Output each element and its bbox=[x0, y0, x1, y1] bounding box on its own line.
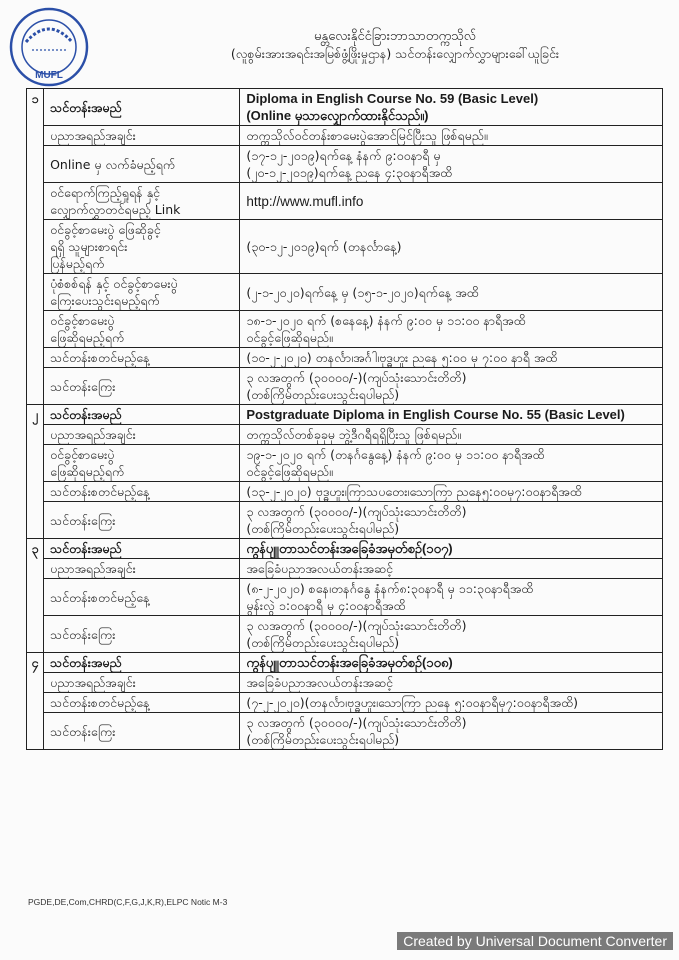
field-value bbox=[240, 616, 663, 653]
course-detail-row bbox=[27, 425, 663, 445]
svg-text:MUFL: MUFL bbox=[35, 70, 63, 81]
field-value bbox=[240, 502, 663, 539]
field-value-line: (၁၀-၂-၂၀၂၀) တနင်္လာ၊အင်္ဂါ၊ဗုဒ္ဓဟူး ညနေ ၅:၀၀ မှ ၇:၀၀ နာရီ အထိ bbox=[246, 350, 558, 365]
field-label-line: Online မှ လက်ခံမည့်ရက် bbox=[50, 156, 176, 172]
field-label-line: သင်တန်းကြေး bbox=[50, 723, 116, 739]
field-label-line: သင်တန်းစတင်မည့်နေ့ bbox=[50, 589, 150, 605]
field-label-line: ဝင်ခွင့်စာမေးပွဲ bbox=[50, 313, 115, 328]
field-label bbox=[44, 89, 240, 126]
field-label-line: ဖြေဆိုရမည့်ရက် bbox=[50, 330, 125, 345]
field-label bbox=[44, 653, 240, 673]
field-value-line: အခြေခံပညာအလယ်တန်းအဆင့် bbox=[246, 561, 393, 576]
field-label bbox=[44, 348, 240, 368]
course-detail-row bbox=[27, 146, 663, 183]
field-label-line: ရရှိ သူများစာရင်း bbox=[50, 239, 128, 254]
field-value bbox=[240, 89, 663, 126]
field-value-line: Diploma in English Course No. 59 (Basic Level) bbox=[246, 91, 539, 106]
field-value-line: (တစ်ကြိမ်တည်းပေးသွင်းရပါမည်) bbox=[246, 387, 400, 402]
field-value bbox=[240, 482, 663, 502]
field-value-line: တက္ကသိုလ်ဝင်တန်းစာမေးပွဲအောင်မြင်ပြီးသူ ဖြစ်ရမည်။ bbox=[246, 128, 488, 143]
course-detail-row bbox=[27, 693, 663, 713]
field-value bbox=[240, 579, 663, 616]
field-value bbox=[240, 539, 663, 559]
field-label-line: သင်တန်းအမည် bbox=[50, 407, 122, 422]
field-value bbox=[240, 220, 663, 274]
field-label-line: ကြေးပေးသွင်းရမည့်ရက် bbox=[50, 293, 160, 308]
field-label-line: သင်တန်းစတင်မည့်နေ့ bbox=[50, 695, 150, 710]
field-value-line: အခြေခံပညာအလယ်တန်းအဆင့် bbox=[246, 675, 393, 690]
course-detail-row bbox=[27, 183, 663, 220]
field-value-line: (တစ်ကြိမ်တည်းပေးသွင်းရပါမည်) bbox=[246, 521, 400, 536]
field-value-line[interactable]: http://www.mufl.info bbox=[246, 193, 364, 209]
field-value bbox=[240, 146, 663, 183]
field-value bbox=[240, 274, 663, 311]
course-detail-row bbox=[27, 502, 663, 539]
field-value bbox=[240, 673, 663, 693]
notice-header bbox=[130, 28, 660, 62]
field-label-line: သင်တန်းကြေး bbox=[50, 626, 116, 642]
field-value bbox=[240, 559, 663, 579]
field-label-line: သင်တန်းစတင်မည့်နေ့ bbox=[50, 350, 150, 365]
field-label bbox=[44, 126, 240, 146]
field-value-line: ၃ လအတွက် (၃၀၀၀၀/-)(ကျပ်သုံးသောင်းတိတိ) bbox=[246, 618, 467, 633]
field-label bbox=[44, 693, 240, 713]
field-label-line: ပညာအရည်အချင်း bbox=[50, 128, 136, 143]
field-value bbox=[240, 126, 663, 146]
course-notice-table bbox=[26, 88, 663, 750]
field-label-line: ပုံစံစစ်ရန် နှင့် ဝင်ခွင့်စာမေးပွဲ bbox=[50, 276, 178, 291]
field-label bbox=[44, 425, 240, 445]
field-label-line: ပြန်မည့်ရက် bbox=[50, 256, 105, 271]
field-label bbox=[44, 559, 240, 579]
field-value-line: ၃ လအတွက် (၃၀၀၀၀/-)(ကျပ်သုံးသောင်းတိတိ) bbox=[246, 370, 467, 385]
field-value bbox=[240, 311, 663, 348]
field-label-line: ဝင်ခွင့်စာမေးပွဲ ဖြေဆိုခွင့် bbox=[50, 222, 161, 237]
field-label bbox=[44, 502, 240, 539]
course-detail-row bbox=[27, 579, 663, 616]
field-value-line: ကွန်ပျူတာသင်တန်းအခြေခံအမှတ်စဉ်(၁၀၇) bbox=[246, 541, 453, 556]
field-value-line: ၃ လအတွက် (၃၀၀၀၀/-)(ကျပ်သုံးသောင်းတိတိ) bbox=[246, 715, 467, 730]
field-label-line: ဝင်ရောက်ကြည့်ရှုရန် နှင့် bbox=[50, 185, 160, 200]
field-label bbox=[44, 405, 240, 425]
field-label bbox=[44, 445, 240, 482]
field-label bbox=[44, 146, 240, 183]
converter-watermark: Created by Universal Document Converter bbox=[397, 932, 673, 950]
field-label-line: သင်တန်းအမည် bbox=[50, 541, 122, 556]
field-value-line: (၇-၂-၂၀၂၀)(တနင်္လာ၊ဗုဒ္ဓဟူး၊သောကြာ ညနေ ၅:၀၀နာရီမှ၇:၀၀နာရီအထိ) bbox=[246, 695, 579, 710]
course-detail-row bbox=[27, 220, 663, 274]
field-value-line: (တစ်ကြိမ်တည်းပေးသွင်းရပါမည်) bbox=[246, 732, 400, 747]
field-value bbox=[240, 713, 663, 750]
field-value-line: ၃ လအတွက် (၃၀၀၀၀/-)(ကျပ်သုံးသောင်းတိတိ) bbox=[246, 504, 467, 519]
section-number: ၁ bbox=[27, 89, 44, 405]
course-detail-row bbox=[27, 311, 663, 348]
field-label bbox=[44, 713, 240, 750]
field-label-line: သင်တန်းအမည် bbox=[50, 655, 122, 670]
field-value-line: တက္ကသိုလ်တစ်ခုခုမှ ဘွဲ့ဒီဂရီရရှိပြီးသူ ဖြစ်ရမည်။ bbox=[246, 427, 462, 442]
field-value-line: ကွန်ပျူတာသင်တန်းအခြေခံအမှတ်စဉ်(၁၀၈) bbox=[246, 655, 453, 670]
field-label bbox=[44, 311, 240, 348]
course-title-row bbox=[27, 89, 663, 126]
field-label-line: ပညာအရည်အချင်း bbox=[50, 675, 136, 690]
field-value-line: မွန်းလွဲ ၁:၀၀နာရီ မှ ၄:၀၀နာရီအထိ bbox=[246, 598, 406, 613]
university-seal-stamp bbox=[8, 6, 90, 88]
field-value-line: (၁၇-၁၂-၂၀၁၉)ရက်နေ့ နံနက် ၉:၀၀နာရီ မှ bbox=[246, 148, 441, 163]
field-label-line: သင်တန်းစတင်မည့်နေ့ bbox=[50, 484, 150, 499]
field-value-line: (တစ်ကြိမ်တည်းပေးသွင်းရပါမည်) bbox=[246, 635, 400, 650]
course-detail-row bbox=[27, 482, 663, 502]
course-detail-row bbox=[27, 559, 663, 579]
field-value bbox=[240, 348, 663, 368]
field-value-line: ဝင်ခွင့်ဖြေဆိုရမည်။ bbox=[246, 330, 333, 345]
field-label bbox=[44, 183, 240, 220]
course-title-row bbox=[27, 539, 663, 559]
field-label-line: သင်တန်းအမည် bbox=[50, 99, 122, 115]
field-label-line: ဖြေဆိုရမည့်ရက် bbox=[50, 464, 125, 479]
field-label bbox=[44, 368, 240, 405]
field-value bbox=[240, 368, 663, 405]
field-label-line: လျှောက်လွှာတင်ရမည့် Link bbox=[50, 202, 181, 217]
course-detail-row bbox=[27, 673, 663, 693]
field-label-line: ပညာအရည်အချင်း bbox=[50, 427, 136, 442]
field-label-line: သင်တန်းကြေး bbox=[50, 512, 116, 528]
field-value-line: ၁၉-၁-၂၀၂၀ ရက် (တနင်္ဂနွေနေ့) နံနက် ၉:၀၀ မှ ၁၁:၀၀ နာရီအထိ bbox=[246, 447, 545, 462]
field-label bbox=[44, 616, 240, 653]
field-value-line: (၈-၂-၂၀၂၀) စနေ၊တနင်္ဂနွေ နံနက်၈:၃၀နာရီ မှ ၁၁:၃၀နာရီအထိ bbox=[246, 581, 534, 596]
course-detail-row bbox=[27, 616, 663, 653]
field-value-line: ဝင်ခွင့်ဖြေဆိုရမည်။ bbox=[246, 464, 333, 479]
section-number: ၂ bbox=[27, 405, 44, 539]
field-value-line: (၂-၁-၂၀၂၀)ရက်နေ့ မှ (၁၅-၁-၂၀၂၀)ရက်နေ့ အထိ bbox=[246, 284, 479, 300]
field-label bbox=[44, 579, 240, 616]
course-detail-row bbox=[27, 713, 663, 750]
course-detail-row bbox=[27, 126, 663, 146]
course-detail-row bbox=[27, 445, 663, 482]
course-detail-row bbox=[27, 274, 663, 311]
field-value bbox=[240, 425, 663, 445]
course-detail-row bbox=[27, 348, 663, 368]
field-label bbox=[44, 274, 240, 311]
field-value bbox=[240, 405, 663, 425]
header-notice-title: (လူစွမ်းအားအရင်းအမြစ်ဖွံ့ဖြိုးမှုဌာန) သင်တန်းလျှောက်လွှာများခေါ်ယူခြင်း bbox=[230, 46, 560, 61]
header-university-name: မန္တလေးနိုင်ငံခြားဘာသာတက္ကသိုလ် bbox=[314, 29, 476, 44]
section-number: ၃ bbox=[27, 539, 44, 653]
field-value-line: (၃၀-၁၂-၂၀၁၉)ရက် (တနင်္လာနေ့) bbox=[246, 239, 402, 254]
field-value-line: ၁၈-၁-၂၀၂၀ ရက် (စနေနေ့) နံနက် ၉:၀၀ မှ ၁၁:၀၀ နာရီအထိ bbox=[246, 313, 526, 328]
course-title-row bbox=[27, 405, 663, 425]
field-label bbox=[44, 220, 240, 274]
field-value-line: Postgraduate Diploma in English Course No. 55 (Basic Level) bbox=[246, 407, 625, 422]
field-value-line: (၂၀-၁၂-၂၀၁၉)ရက်နေ့ ညနေ ၄:၃၀နာရီအထိ bbox=[246, 165, 453, 180]
field-value bbox=[240, 653, 663, 673]
section-number: ၄ bbox=[27, 653, 44, 750]
field-label bbox=[44, 482, 240, 502]
field-value bbox=[240, 445, 663, 482]
field-label bbox=[44, 539, 240, 559]
field-value-line: (၁၃-၂-၂၀၂၀) ဗုဒ္ဓဟူး၊ကြာသပတေး၊သောကြာ ညနေ၅:၀၀မှ၇:၀၀နာရီအထိ bbox=[246, 484, 582, 499]
footer-reference-code: PGDE,DE,Com,CHRD(C,F,G,J,K,R),ELPC Notic M-3 bbox=[28, 897, 228, 907]
field-value-line: (Online မှသာလျှောက်ထားနိုင်သည်။) bbox=[246, 108, 429, 123]
field-label-line: ပညာအရည်အချင်း bbox=[50, 561, 136, 576]
field-value bbox=[240, 693, 663, 713]
course-title-row bbox=[27, 653, 663, 673]
field-label-line: သင်တန်းကြေး bbox=[50, 378, 116, 394]
application-link[interactable] bbox=[240, 183, 663, 220]
field-label bbox=[44, 673, 240, 693]
course-detail-row bbox=[27, 368, 663, 405]
field-label-line: ဝင်ခွင့်စာမေးပွဲ bbox=[50, 447, 115, 462]
